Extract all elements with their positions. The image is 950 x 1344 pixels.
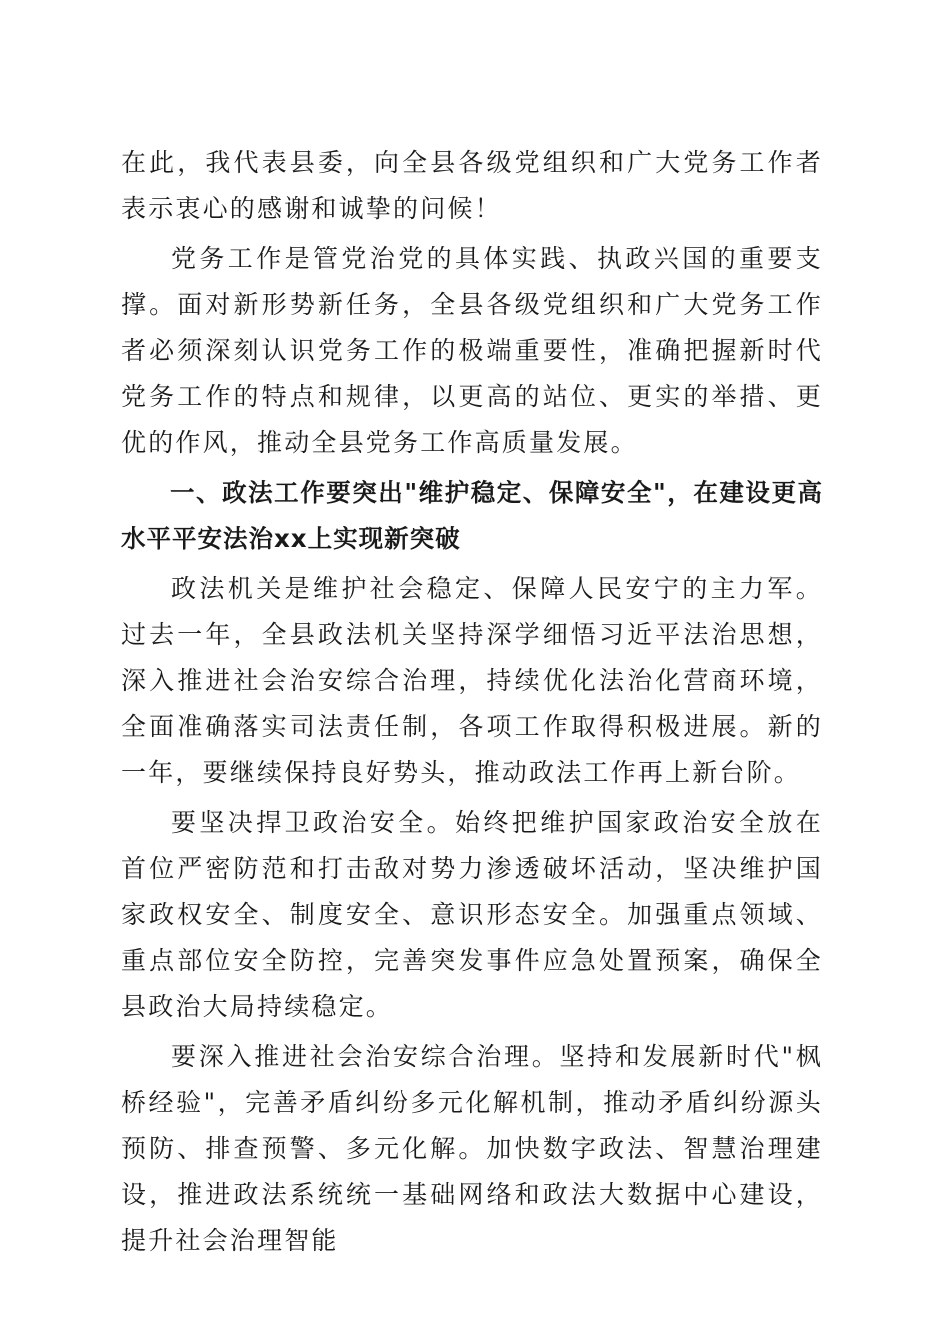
document-body — [121, 140, 823, 1264]
paragraph-continued: 在此，我代表县委，向全县各级党组织和广大党务工作者表示衷心的感谢和诚挚的问候！ — [121, 148, 823, 223]
section-heading: 一、政法工作要突出"维护稳定、保障安全"，在建设更高水平平安法治xx上实现新突破 — [121, 478, 823, 553]
paragraph: 政法机关是维护社会稳定、保障人民安宁的主力军。过去一年，全县政法机关坚持深学细悟习近平法治思想，深入推进社会治安综合治理，持续优化法治化营商环境，全面准确落实司法责任制，各项工作取得积极进展。新的一年，要继续保持良好势头，推动政法工作再上新台阶。 — [121, 574, 823, 787]
paragraph: 党务工作是管党治党的具体实践、执政兴国的重要支撑。面对新形势新任务，全县各级党组织和广大党务工作者必须深刻认识党务工作的极端重要性，准确把握新时代党务工作的特点和规律，以更高的站位、更实的举措、更优的作风，推动全县党务工作高质量发展。 — [121, 244, 823, 457]
paragraph: 要坚决捍卫政治安全。始终把维护国家政治安全放在首位严密防范和打击敌对势力渗透破坏活动，坚决维护国家政权安全、制度安全、意识形态安全。加强重点领域、重点部位安全防控，完善突发事件应急处置预案，确保全县政治大局持续稳定。 — [121, 808, 823, 1021]
paragraph: 要深入推进社会治安综合治理。坚持和发展新时代"枫桥经验"，完善矛盾纠纷多元化解机制，推动矛盾纠纷源头预防、排查预警、多元化解。加快数字政法、智慧治理建设，推进政法系统统一基础网络和政法大数据中心建设，提升社会治理智能 — [121, 1042, 823, 1255]
